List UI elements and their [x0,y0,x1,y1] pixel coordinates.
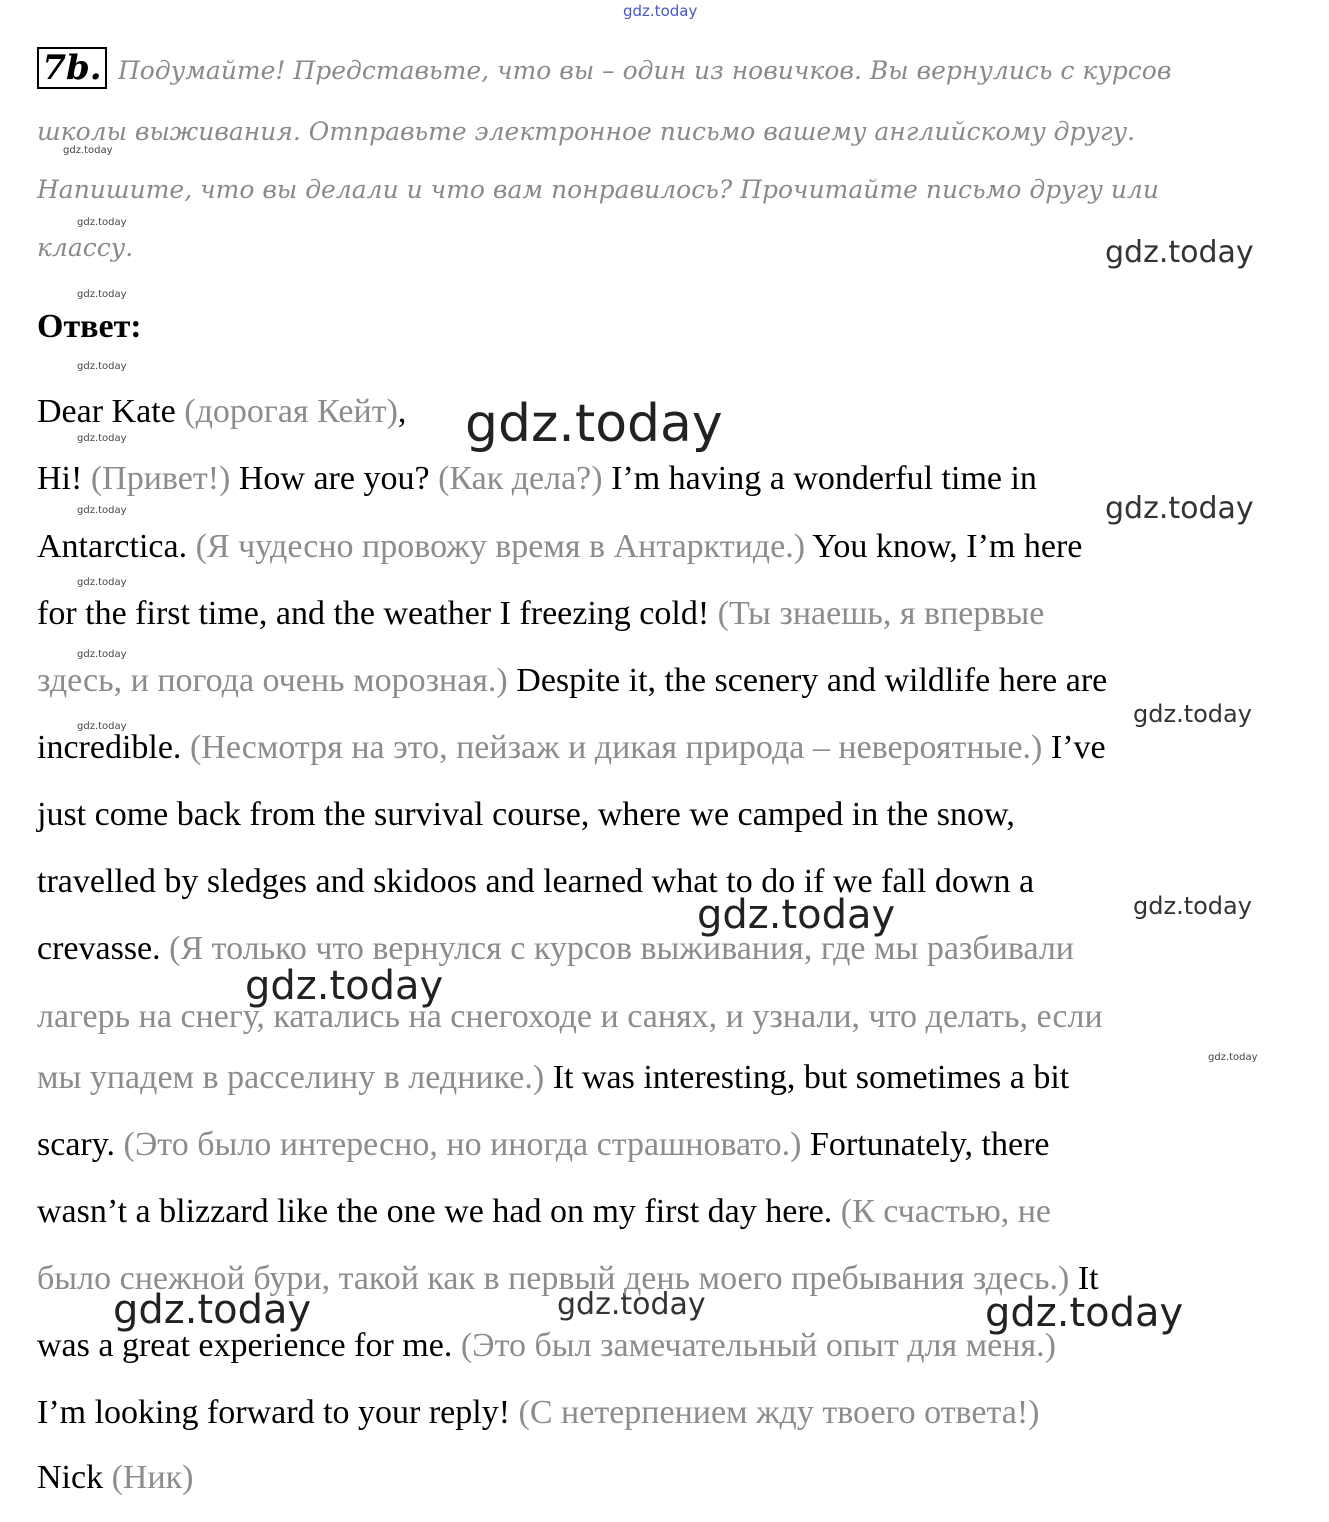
watermark-medium: gdz.today [1105,235,1254,270]
english-text: just come back from the survival course, where we camped in the snow, [37,796,1015,833]
russian-translation: (Я только что вернулся с курсов выживания, где мы разбивали [169,930,1074,967]
watermark-medium: gdz.today [1133,700,1252,728]
russian-translation: лагерь на снегу, катались на снегоходе и санях, и узнали, что делать, если [37,998,1103,1035]
russian-translation: (Как дела?) [438,460,603,497]
watermark-small: gdz.today [77,433,127,444]
letter-line [37,862,1034,902]
english-text: I’m looking forward to your reply! [37,1394,519,1431]
watermark-medium: gdz.today [1133,892,1252,920]
english-text: Fortunately, there [801,1126,1050,1163]
english-text: I’ve [1042,729,1106,766]
watermark-top: gdz.today [623,2,698,20]
watermark-medium: gdz.today [1105,491,1254,526]
task-text-line: школы выживания. Отправьте электронное письмо вашему английскому другу. [37,117,1136,146]
letter-line [37,1192,1051,1232]
watermark-small: gdz.today [1208,1052,1258,1063]
task-number: 7b. [37,47,107,89]
russian-translation: (Я чудесно провожу время в Антарктиде.) [195,528,806,565]
english-text: How are you? [230,460,439,497]
watermark-small: gdz.today [77,577,127,588]
russian-translation: (Несмотря на это, пейзаж и дикая природа – невероятные.) [189,729,1043,766]
letter-line [37,661,1107,701]
watermark-small: gdz.today [77,721,127,732]
russian-translation: (С нетерпением жду твоего ответа!) [518,1394,1040,1431]
english-text: You know, I’m here [805,528,1083,565]
letter-line [37,392,406,432]
english-text: for the first time, and the weather I freezing cold! [37,595,718,632]
english-text: Hi! [37,460,91,497]
english-text: wasn’t a blizzard like the one we had on my first day here. [37,1193,841,1230]
letter-line [37,1326,1056,1366]
english-text: It [1069,1260,1099,1297]
english-text: Dear Kate [37,393,185,430]
letter-line [37,728,1106,768]
russian-translation: было снежной бури, такой как в первый день моего пребывания здесь.) [37,1260,1070,1297]
letter-line [37,459,1037,499]
watermark-small: gdz.today [77,649,127,660]
task-text-line: Подумайте! Представьте, что вы – один из новичков. Вы вернулись с курсов [118,56,1172,85]
russian-translation: (Ты знаешь, я впервые [717,595,1045,632]
english-text: was a great experience for me. [37,1327,461,1364]
letter-line [37,1259,1099,1299]
watermark-small: gdz.today [77,289,127,300]
english-text: Nick [37,1459,112,1496]
russian-translation: (Привет!) [90,460,231,497]
english-text: I’m having a wonderful time in [602,460,1037,497]
watermark-small: gdz.today [77,217,127,228]
watermark-large: gdz.today [985,1290,1184,1336]
answer-heading: Ответ: [37,308,142,345]
task-text-line: классу. [37,233,134,262]
watermark-small: gdz.today [63,145,113,156]
russian-translation: мы упадем в расселину в леднике.) [37,1059,545,1096]
letter-line [37,1458,194,1498]
english-text: , [397,393,407,430]
letter-line [37,997,1103,1037]
letter-line [37,1058,1069,1098]
english-text: scary. [37,1126,124,1163]
letter-line [37,929,1074,969]
watermark-large: gdz.today [697,892,896,938]
english-text: Antarctica. [37,528,196,565]
russian-translation: (Ник) [111,1459,194,1496]
english-text: It was interesting, but sometimes a bit [544,1059,1070,1096]
russian-translation: (К счастью, не [840,1193,1052,1230]
letter-line [37,594,1044,634]
watermark-large: gdz.today [465,394,723,454]
russian-translation: здесь, и погода очень морозная.) [37,662,508,699]
english-text: travelled by sledges and skidoos and learned what to do if we fall down a [37,863,1035,900]
watermark-small: gdz.today [77,505,127,516]
russian-translation: (Это был замечательный опыт для меня.) [460,1327,1056,1364]
watermark-small: gdz.today [77,361,127,372]
english-text: incredible. [37,729,190,766]
letter-line [37,527,1082,567]
task-text-line: Напишите, что вы делали и что вам понравилось? Прочитайте письмо другу или [37,175,1159,204]
russian-translation: (дорогая Кейт) [184,393,398,430]
watermark-medium: gdz.today [557,1287,706,1322]
letter-line [37,795,1015,835]
english-text: Despite it, the scenery and wildlife here are [507,662,1108,699]
letter-line [37,1393,1040,1433]
letter-line [37,1125,1050,1165]
russian-translation: (Это было интересно, но иногда страшновато.) [123,1126,802,1163]
watermark-large: gdz.today [113,1287,312,1333]
english-text: crevasse. [37,930,170,967]
watermark-large: gdz.today [245,963,444,1009]
